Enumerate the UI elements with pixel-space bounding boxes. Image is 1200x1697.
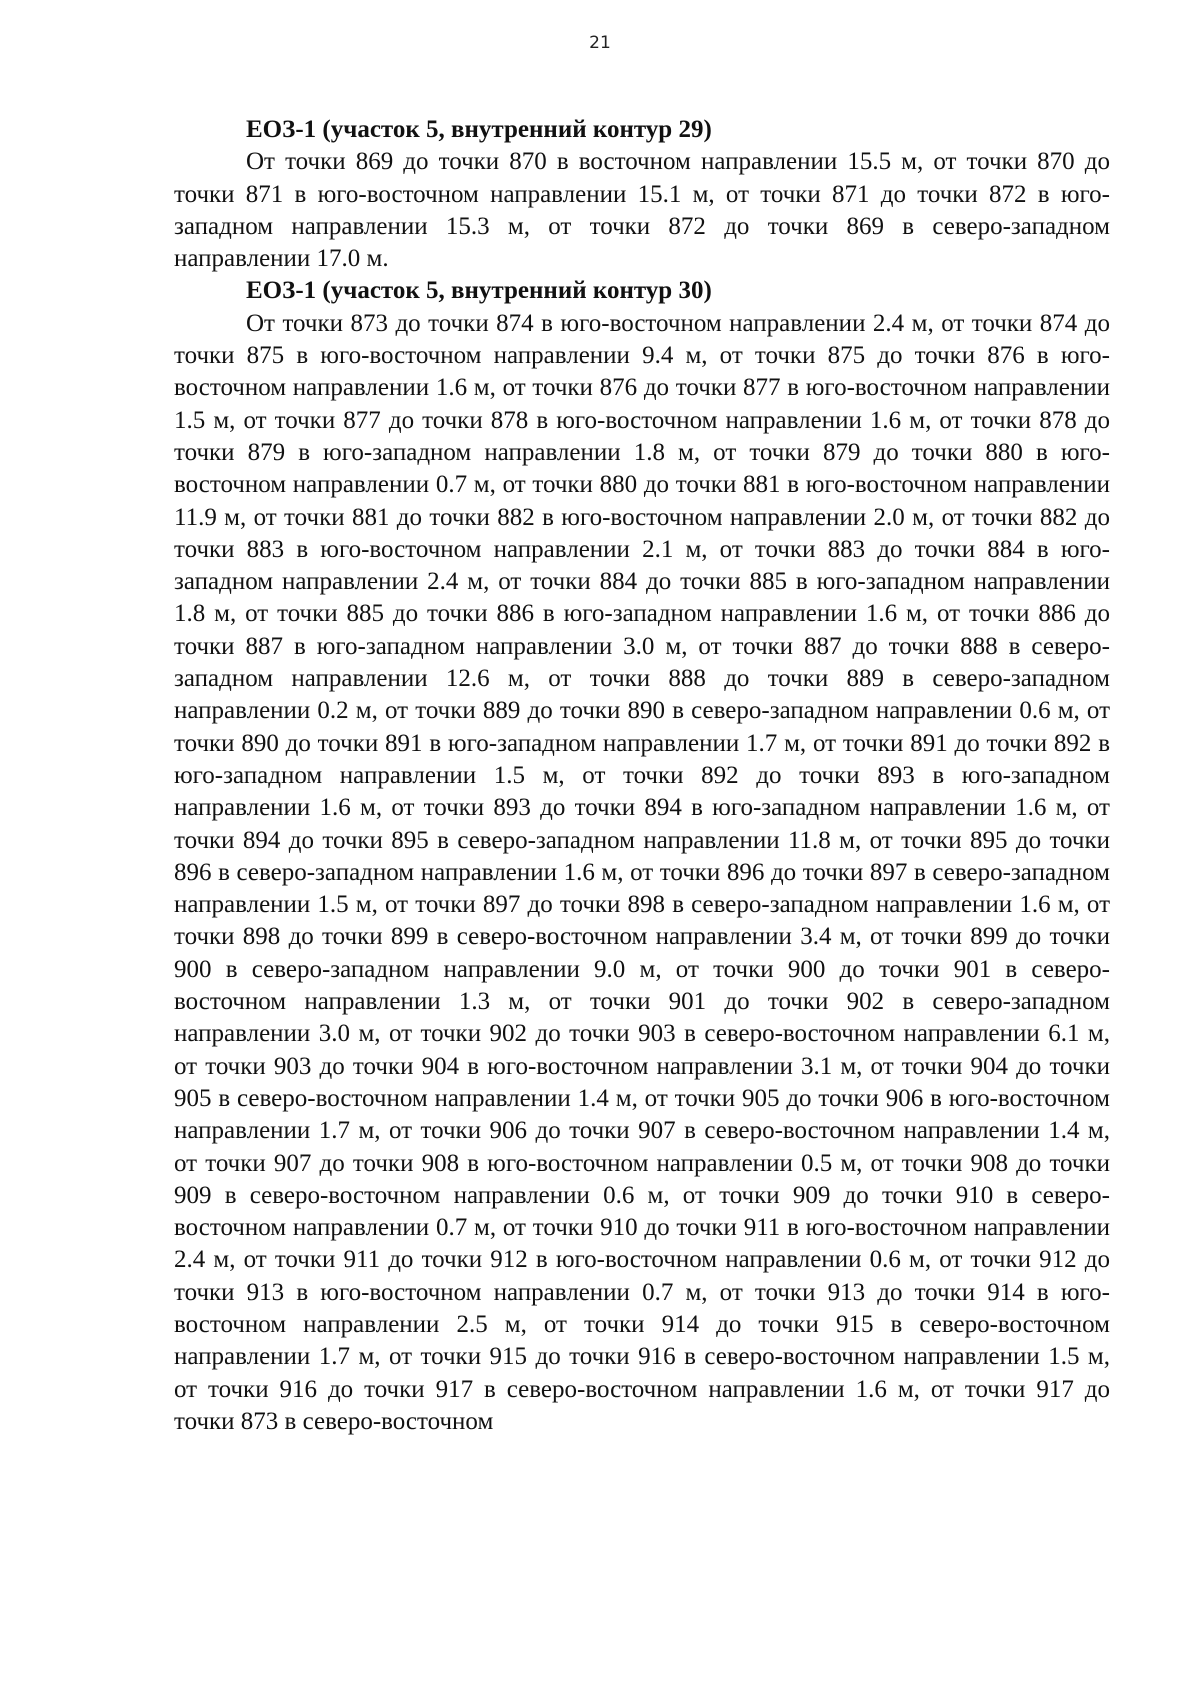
- page-number: 21: [589, 33, 611, 53]
- section-heading-contour-30: ЕОЗ-1 (участок 5, внутренний контур 30): [246, 277, 712, 305]
- section-heading-contour-29: ЕОЗ-1 (участок 5, внутренний контур 29): [246, 116, 712, 143]
- section-text-contour-30: От точки 873 до точки 874 в юго-восточном направлении 2.4 м, от точки 874 до точки 875 в юго-восточном направлении 9.4 м, от точки 875 до точки 876 в юго-восточном направлении 1.6 м, от точки 876 до точки 877 в юго-восточном направлении 1.5 м, от точки 877 до точки 878 в юго-восточном направлении 1.6 м, от точки 878 до точки 879 в юго-западном направлении 1.8 м, от точки 879 до точки 880 в юго-восточном направлении 0.7 м, от точки 880 до точки 881 в юго-восточном направлении 11.9 м, от точки 881 до точки 882 в юго-восточном направлении 2.0 м, от точки 882 до точки 883 в юго-восточном направлении 2.1 м, от точки 883 до точки 884 в юго-западном направлении 2.4 м, от точки 884 до точки 885 в юго-западном направлении 1.8 м, от точки 885 до точки 886 в юго-западном направлении 1.6 м, от точки 886 до точки 887 в юго-западном направлении 3.0 м, от точки 887 до точки 888 в северо-западном направлении 12.6 м, от точки 888 до точки 889 в северо-западном направлении 0.2 м, от точки 889 до точки 890 в северо-западном направлении 0.6 м, от точки 890 до точки 891 в юго-западном направлении 1.7 м, от точки 891 до точки 892 в юго-западном направлении 1.5 м, от точки 892 до точки 893 в юго-западном направлении 1.6 м, от точки 893 до точки 894 в юго-западном направлении 1.6 м, от точки 894 до точки 895 в северо-западном направлении 11.8 м, от точки 895 до точки 896 в северо-западном направлении 1.6 м, от точки 896 до точки 897 в северо-западном направлении 1.5 м, от точки 897 до точки 898 в северо-западном направлении 1.6 м, от точки 898 до точки 899 в северо-восточном направлении 3.4 м, от точки 899 до точки 900 в северо-западном направлении 9.0 м, от точки 900 до точки 901 в северо-восточном направлении 1.3 м, от точки 901 до точки 902 в северо-западном направлении 3.0 м, от точки 902 до точки 903 в северо-восточном направлении 6.1 м, от точки 903 до точки 904 в юго-восточном направлении 3.1 м, от точки 904 до точки 905 в северо-восточном направлении 1.4 м, от точки 905 до точки 906 в юго-восточном направлении 1.7 м, от точки 906 до точки 907 в северо-восточном направлении 1.4 м, от точки 907 до точки 908 в юго-восточном направлении 0.5 м, от точки 908 до точки 909 в северо-восточном направлении 0.6 м, от точки 909 до точки 910 в северо-восточном направлении 0.7 м, от точки 910 до точки 911 в юго-восточном направлении 2.4 м, от точки 911 до точки 912 в юго-восточном направлении 0.6 м, от точки 912 до точки 913 в юго-восточном направлении 0.7 м, от точки 913 до точки 914 в юго-восточном направлении 2.5 м, от точки 914 до точки 915 в северо-восточном направлении 1.7 м, от точки 915 до точки 916 в северо-восточном направлении 1.5 м, от точки 916 до точки 917 в северо-восточном направлении 1.6 м, от точки 917 до точки 873 в северо-восточном: [174, 309, 1110, 1435]
- document-body: [174, 114, 1110, 1438]
- section-text-contour-29: От точки 869 до точки 870 в восточном направлении 15.5 м, от точки 870 до точки 871 в юго-восточном направлении 15.1 м, от точки 871 до точки 872 в юго-западном направлении 15.3 м, от точки 872 до точки 869 в северо-западном направлении 17.0 м.: [174, 148, 1110, 273]
